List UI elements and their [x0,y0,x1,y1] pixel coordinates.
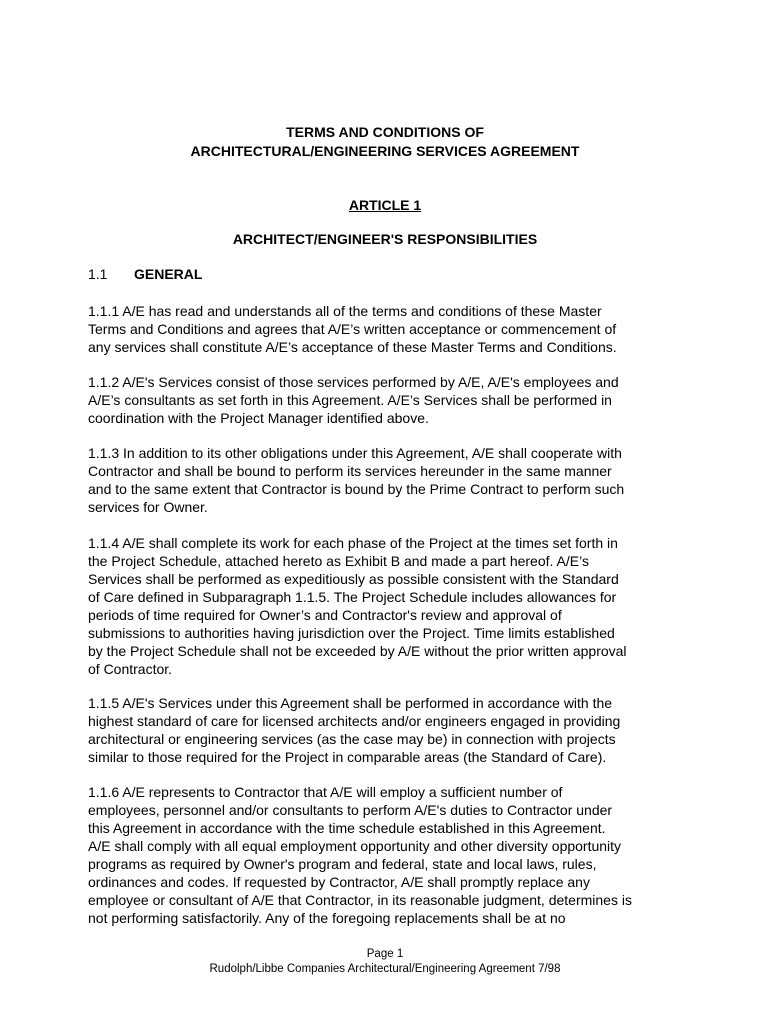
paragraph-line: 1.1.6 A/E represents to Contractor that A/E will employ a sufficient number of [88,784,563,800]
paragraph-1-1-1 [88,302,678,356]
paragraph-1-1-2 [88,373,678,427]
paragraph-line: similar to those required for the Project in comparable areas (the Standard of Care). [88,749,607,765]
paragraph-line: 1.1.4 A/E shall complete its work for each phase of the Project at the times set forth in [88,535,618,551]
paragraph-1-1-3 [88,444,678,516]
paragraph-line: employee or consultant of A/E that Contractor, in its reasonable judgment, determines is [88,892,632,908]
paragraph-line: 1.1.1 A/E has read and understands all of the terms and conditions of these Master [88,303,602,319]
paragraph-line: of Care defined in Subparagraph 1.1.5. The Project Schedule includes allowances for [88,589,617,605]
paragraph-line: services for Owner. [88,499,208,515]
paragraph-line: 1.1.3 In addition to its other obligations under this Agreement, A/E shall cooperate with [88,445,622,461]
paragraph-line: coordination with the Project Manager identified above. [88,410,429,426]
section-number: 1.1 [88,266,108,282]
paragraph-line: submissions to authorities having jurisdiction over the Project. Time limits established [88,625,615,641]
paragraph-line: Services shall be performed as expeditiously as possible consistent with the Standard [88,571,619,587]
paragraph-line: programs as required by Owner's program and federal, state and local laws, rules, [88,856,597,872]
article-heading: ARCHITECT/ENGINEER'S RESPONSIBILITIES [232,231,538,247]
paragraph-line: and to the same extent that Contractor is bound by the Prime Contract to perform such [88,481,625,497]
paragraph-line: ordinances and codes. If requested by Contractor, A/E shall promptly replace any [88,874,590,890]
paragraph-line: periods of time required for Owner’s and Contractor's review and approval of [88,607,562,623]
paragraph-line: any services shall constitute A/E’s acceptance of these Master Terms and Conditions. [88,339,617,355]
section-heading [88,265,202,284]
paragraph-line: A/E’s consultants as set forth in this Agreement. A/E’s Services shall be performed in [88,392,612,408]
paragraph-line: employees, personnel and/or consultants to perform A/E's duties to Contractor under [88,802,613,818]
footer-text: Rudolph/Libbe Companies Architectural/Engineering Agreement 7/98 [209,963,561,975]
footer [0,947,770,977]
paragraph-line: 1.1.2 A/E's Services consist of those services performed by A/E, A/E's employees and [88,374,619,390]
page-number: Page 1 [366,948,404,960]
paragraph-line: not performing satisfactorily. Any of the foregoing replacements shall be at no [88,910,566,926]
document-title [0,123,770,161]
title-line-2: ARCHITECTURAL/ENGINEERING SERVICES AGREEMENT [190,143,580,159]
title-line-1: TERMS AND CONDITIONS OF [286,124,484,140]
paragraph-line: Terms and Conditions and agrees that A/E’s written acceptance or commencement of [88,321,617,337]
article-label: ARTICLE 1 [348,197,422,213]
paragraph-line: of Contractor. [88,661,173,677]
paragraph-line: the Project Schedule, attached hereto as Exhibit B and made a part hereof. A/E’s [88,553,589,569]
paragraph-line: by the Project Schedule shall not be exceeded by A/E without the prior written approval [88,643,627,659]
paragraph-line: architectural or engineering services (as the case may be) in connection with projects [88,731,616,747]
paragraph-1-1-6 [88,783,678,927]
section-title: GENERAL [134,266,203,282]
paragraph-1-1-4 [88,534,678,678]
paragraph-line: 1.1.5 A/E's Services under this Agreement shall be performed in accordance with the [88,695,613,711]
paragraph-line: this Agreement in accordance with the time schedule established in this Agreement. [88,820,606,836]
paragraph-line: highest standard of care for licensed architects and/or engineers engaged in providing [88,713,621,729]
paragraph-1-1-5 [88,694,678,766]
paragraph-line: A/E shall comply with all equal employment opportunity and other diversity opportunity [88,838,622,854]
paragraph-line: Contractor and shall be bound to perform its services hereunder in the same manner [88,463,612,479]
